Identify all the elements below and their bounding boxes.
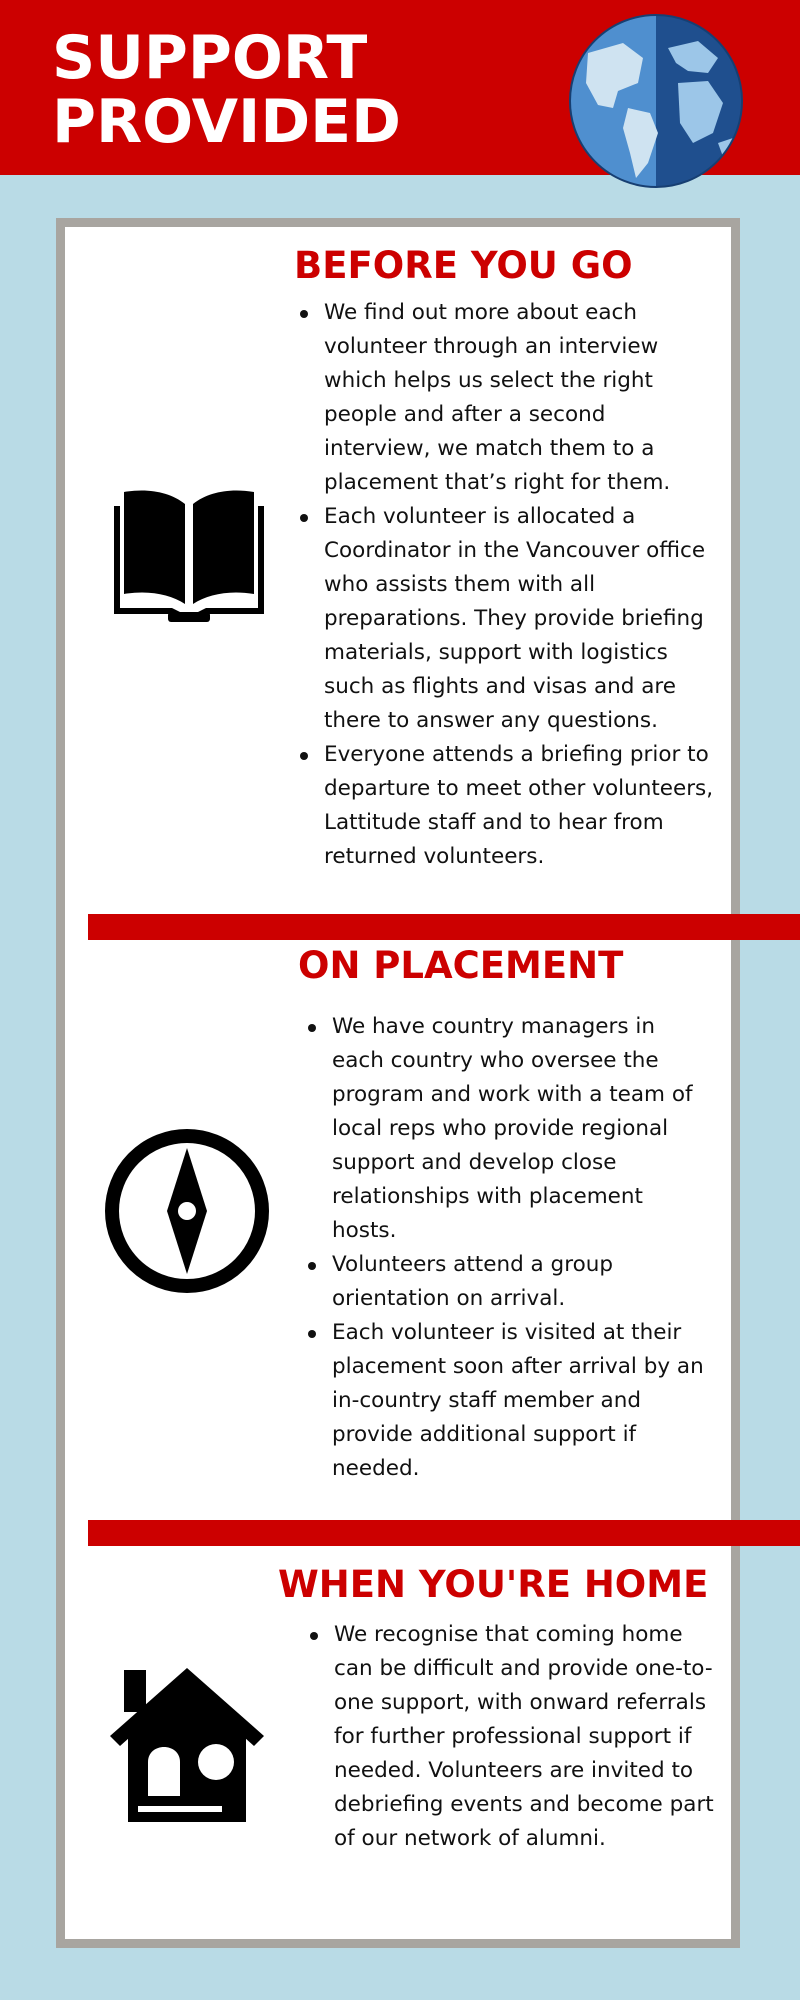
- before-you-go-list: [296, 296, 716, 874]
- section-divider: [88, 914, 800, 940]
- page-title: [52, 23, 401, 157]
- globe-icon: [568, 13, 744, 189]
- section-title-when-youre-home: WHEN YOU'RE HOME: [278, 1563, 709, 1606]
- section-divider: [88, 1520, 800, 1546]
- list-item: Everyone attends a briefing prior to departure to meet other volunteers, Lattitude staff and to hear from returned volunteers.: [296, 738, 716, 874]
- section-title-on-placement: ON PLACEMENT: [298, 944, 624, 987]
- list-item: We recognise that coming home can be difficult and provide one-to-one support, with onward referrals for further professional support if needed. Volunteers are invited to debriefing events and become part of our network of alumni.: [306, 1618, 716, 1856]
- compass-icon: [104, 1128, 270, 1294]
- section-title-before-you-go: BEFORE YOU GO: [294, 244, 633, 287]
- list-item: We find out more about each volunteer through an interview which helps us select the right people and after a second interview, we match them to a placement that’s right for them.: [296, 296, 716, 500]
- on-placement-list: [304, 1010, 704, 1486]
- book-icon: [108, 486, 270, 626]
- page-title-line-1: SUPPORT: [52, 23, 368, 93]
- page-title-line-2: PROVIDED: [52, 87, 401, 157]
- list-item: Each volunteer is visited at their placement soon after arrival by an in-country staff member and provide additional support if needed.: [304, 1316, 704, 1486]
- list-item: Volunteers attend a group orientation on arrival.: [304, 1248, 704, 1316]
- home-icon: [104, 1662, 270, 1826]
- list-item: We have country managers in each country who oversee the program and work with a team of local reps who provide regional support and develop close relationships with placement hosts.: [304, 1010, 704, 1248]
- when-youre-home-list: [306, 1618, 716, 1856]
- list-item: Each volunteer is allocated a Coordinator in the Vancouver office who assists them with all preparations. They provide briefing materials, support with logistics such as flights and visas and are there to answer any questions.: [296, 500, 716, 738]
